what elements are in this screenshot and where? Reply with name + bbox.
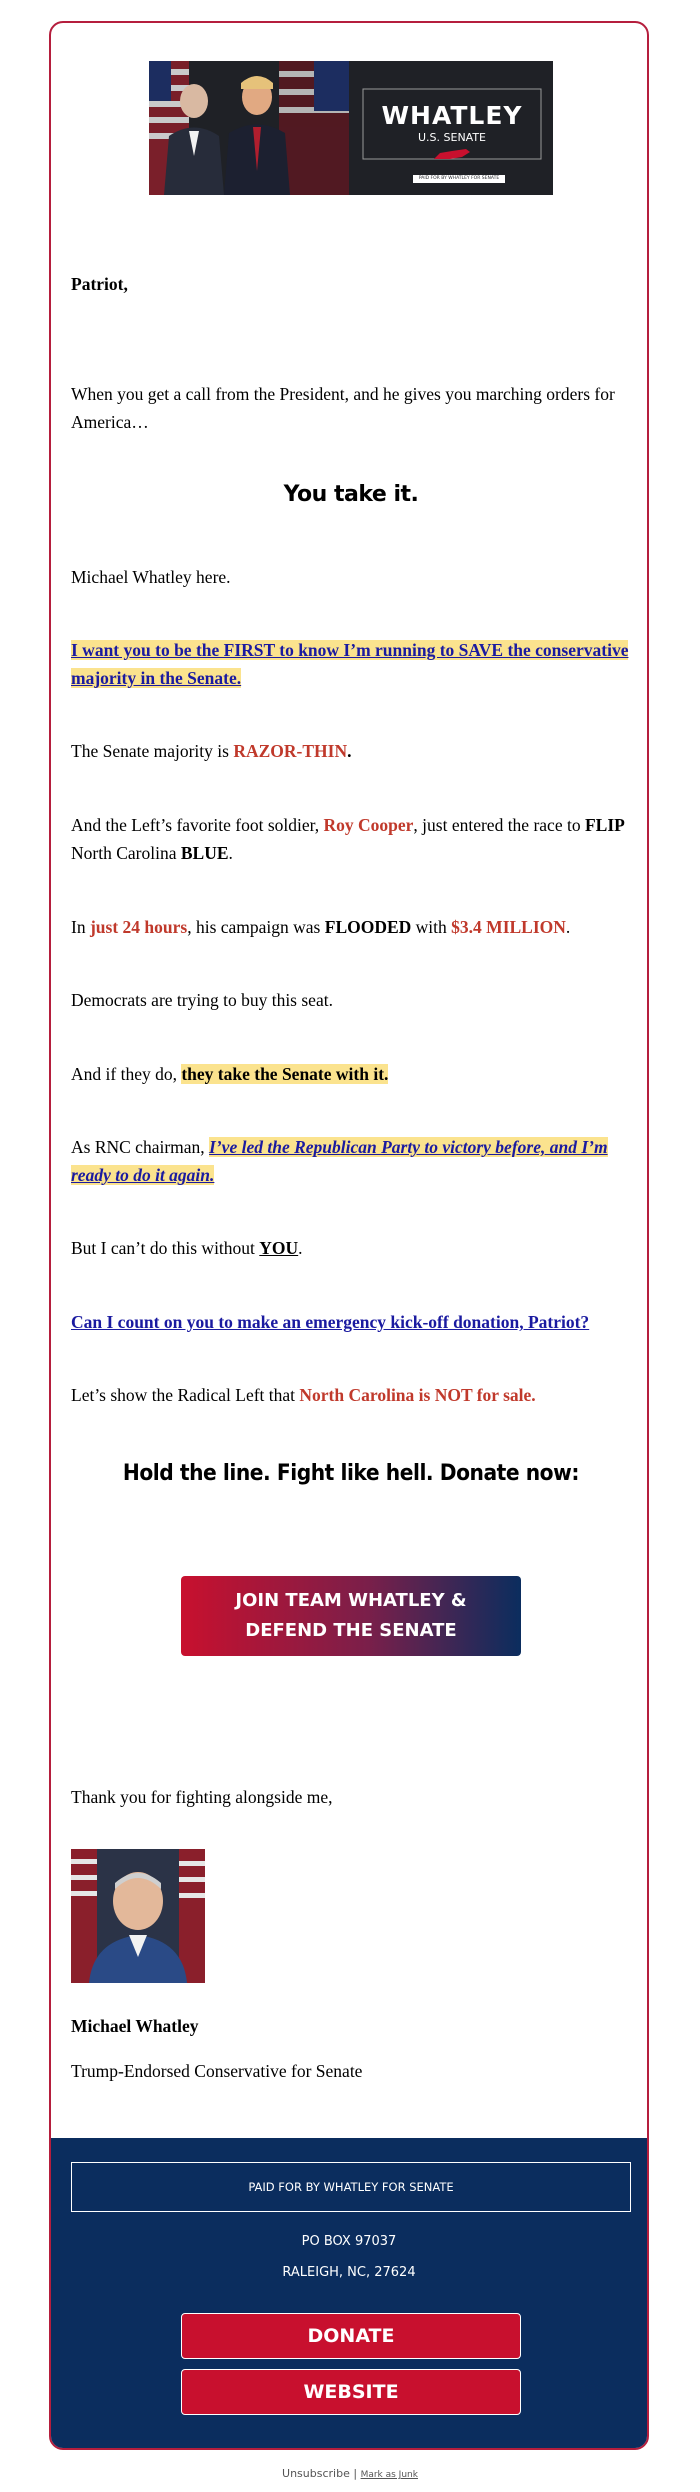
paragraph-buy-seat: Democrats are trying to buy this seat. — [71, 990, 333, 1010]
footer — [51, 2138, 647, 2450]
headline-text: You take it. — [283, 482, 419, 507]
not-for-sale-red: North Carolina is NOT for sale. — [299, 1385, 536, 1405]
flooded-text-c: with — [411, 917, 452, 937]
paragraph-not-for-sale — [71, 1381, 631, 1409]
million-text: $3.4 MILLION — [451, 917, 566, 937]
donation-ask-link[interactable]: Can I count on you to make an emergency kick-off donation, Patriot? — [71, 1312, 590, 1332]
not-for-sale-text: Let’s show the Radical Left that — [71, 1385, 300, 1405]
paragraph-running — [71, 636, 631, 692]
cooper-period: . — [228, 843, 233, 863]
headline-hold-the-line — [71, 1460, 631, 1488]
paragraph-cooper — [71, 811, 631, 867]
paid-for-text: PAID FOR BY WHATLEY FOR SENATE — [248, 2180, 454, 2194]
cta-line-2: DEFEND THE SENATE — [245, 1620, 457, 1641]
paragraph-donation-ask — [71, 1308, 631, 1336]
unsubscribe-link[interactable]: Unsubscribe — [282, 2467, 350, 2480]
paragraph-intro: Michael Whatley here. — [71, 567, 231, 587]
you-text: YOU — [259, 1238, 299, 1258]
paragraph-majority — [71, 737, 631, 765]
header-banner — [149, 61, 553, 195]
paragraph-without-you — [71, 1234, 631, 1262]
rnc-text: As RNC chairman, — [71, 1137, 210, 1157]
paragraph-marching-orders: When you get a call from the President, and he gives you marching orders for America… — [71, 384, 615, 432]
roy-cooper-text: Roy Cooper — [323, 815, 414, 835]
without-you-text: But I can’t do this without — [71, 1238, 260, 1258]
take-senate-text: And if they do, — [71, 1064, 182, 1084]
paragraph-take-senate — [71, 1060, 631, 1088]
signature-title: Trump-Endorsed Conservative for Senate — [71, 2061, 363, 2081]
24-hours-text: just 24 hours — [89, 917, 188, 937]
signature-name: Michael Whatley — [71, 2016, 199, 2036]
email-card — [49, 21, 649, 2450]
greeting: Patriot, — [71, 274, 128, 294]
majority-period: . — [347, 741, 352, 761]
paragraph-rnc — [71, 1133, 631, 1189]
mark-as-junk-link[interactable]: Mark as Junk — [360, 2470, 418, 2480]
blue-text: BLUE — [180, 843, 229, 863]
unsubscribe-separator: | — [349, 2467, 361, 2480]
cta-line-1: JOIN TEAM WHATLEY & — [235, 1590, 467, 1611]
cooper-text-b: , just entered the race to — [413, 815, 585, 835]
address-line-1: PO BOX 97037 — [301, 2234, 397, 2249]
donate-button[interactable]: DONATE — [181, 2313, 521, 2359]
north-carolina-icon — [432, 147, 472, 161]
cooper-text-a: And the Left’s favorite foot soldier, — [71, 815, 324, 835]
banner-subtitle: U.S. SENATE — [417, 131, 487, 144]
address-line-2: RALEIGH, NC, 27624 — [282, 2265, 416, 2280]
flooded-period: . — [565, 917, 571, 937]
banner-name: WHATLEY — [381, 101, 523, 130]
flooded-text: FLOODED — [324, 917, 412, 937]
closing-line: Thank you for fighting alongside me, — [71, 1787, 333, 1807]
rnc-link[interactable]: I’ve led the Republican Party to victory before, and I’m ready to do it again. — [71, 1137, 608, 1185]
flooded-text-b: , his campaign was — [187, 917, 325, 937]
banner-fine-print: PAID FOR BY WHATLEY FOR SENATE — [418, 176, 500, 181]
join-team-whatley-button[interactable] — [181, 1576, 521, 1656]
unsubscribe-bar — [0, 2467, 700, 2480]
flooded-text-a: In — [71, 917, 90, 937]
candidate-headshot — [71, 1849, 205, 1983]
razor-thin-text: RAZOR-THIN — [233, 741, 348, 761]
paid-for-box — [71, 2162, 631, 2212]
majority-text: The Senate majority is — [71, 741, 234, 761]
take-senate-highlight: they take the Senate with it. — [181, 1064, 389, 1084]
without-you-period: . — [298, 1238, 303, 1258]
flip-text: FLIP — [584, 815, 625, 835]
paragraph-flooded — [71, 913, 631, 941]
website-button[interactable]: WEBSITE — [181, 2369, 521, 2415]
hold-the-line-text: Hold the line. Fight like hell. Donate now: — [122, 1461, 580, 1486]
headline-you-take-it — [71, 481, 631, 509]
cooper-text-c: North Carolina — [71, 843, 181, 863]
running-link[interactable]: I want you to be the FIRST to know I’m running to SAVE the conservative majority in the Senate. — [71, 640, 629, 688]
